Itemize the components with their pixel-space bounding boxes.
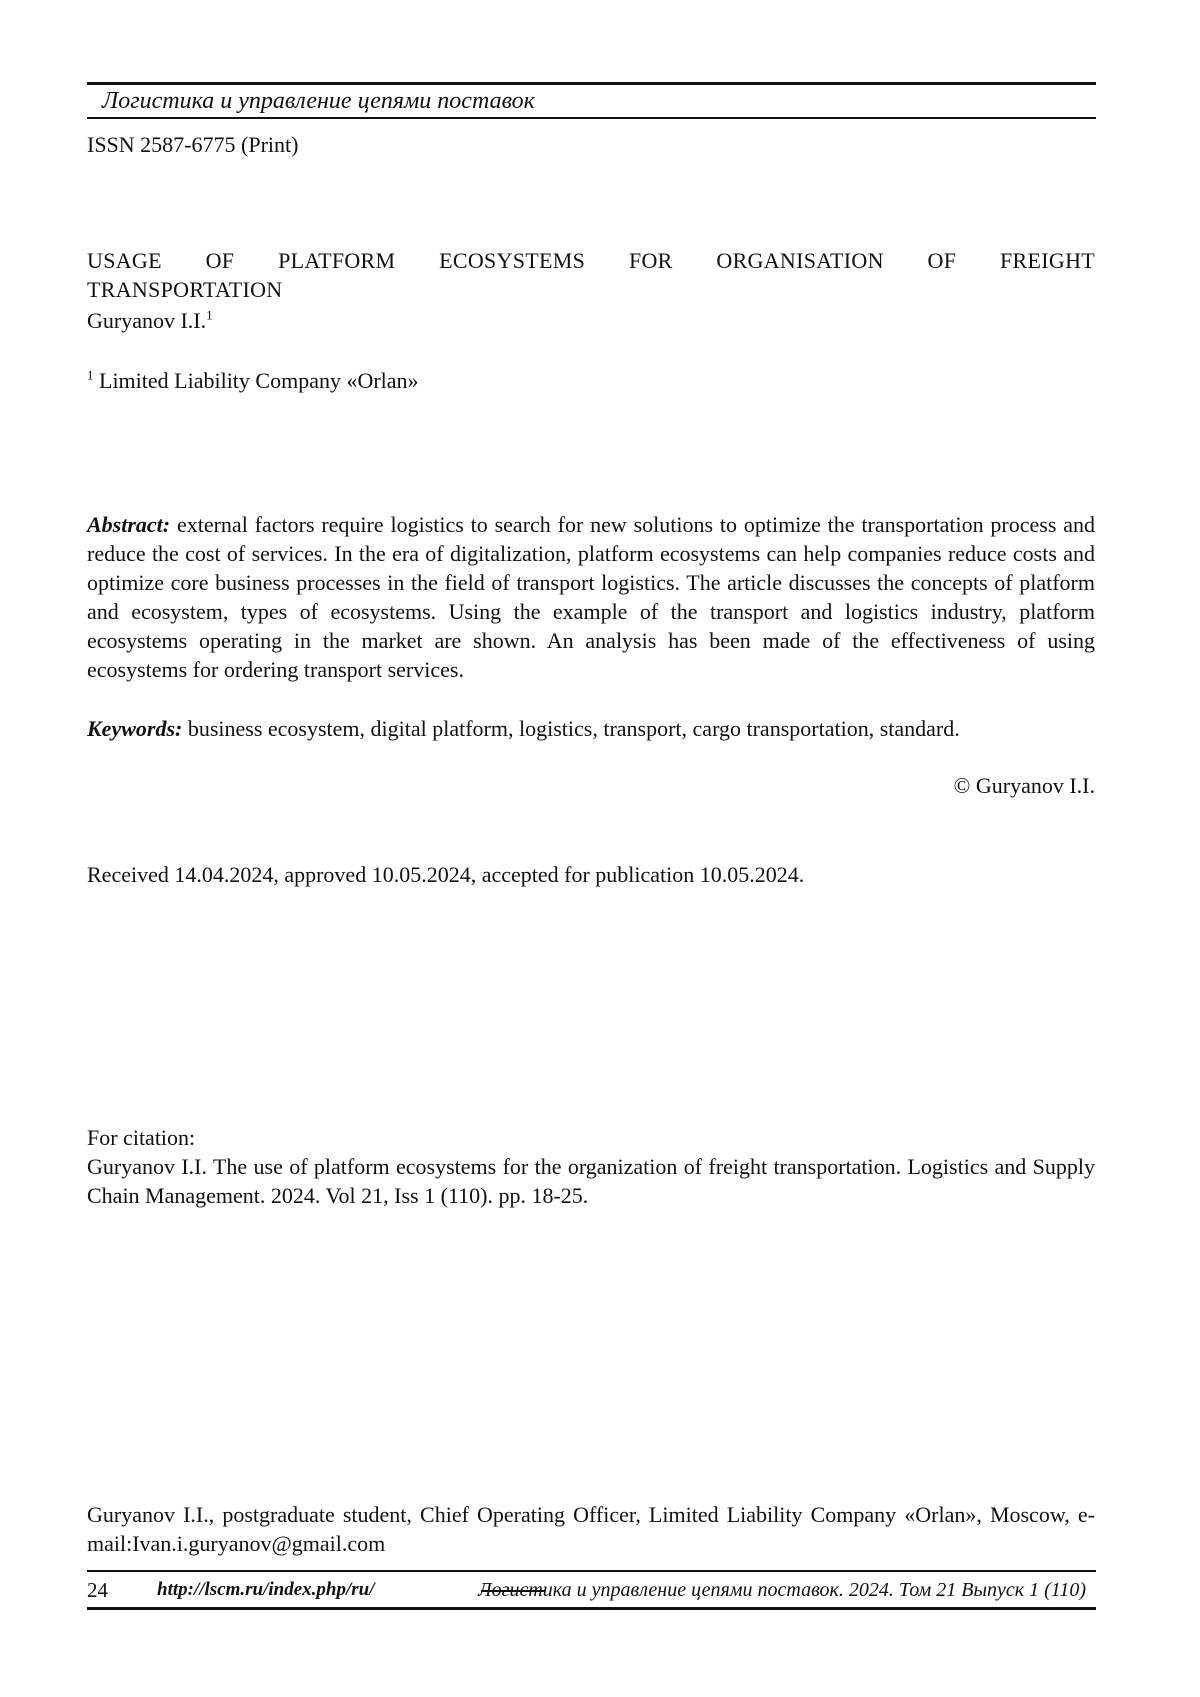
keywords-text: business ecosystem, digital platform, logistics, transport, cargo transportation, standard. (187, 716, 960, 741)
running-header-title: Логистика и управление цепями поставок (102, 88, 535, 114)
author-affiliation-mark: 1 (206, 307, 213, 323)
article-title-line-1: USAGE OF PLATFORM ECOSYSTEMS FOR ORGANISATION OF FREIGHT (87, 248, 1095, 273)
abstract (87, 510, 1095, 684)
abstract-text: external factors require logistics to search for new solutions to optimize the transportation process and reduce the cost of services. In the era of digitalization, platform ecosystems can help companies reduce costs and optimize core business processes in the field of transport logistics. The article discusses the concepts of platform and ecosystem, types of ecosystems. Using the example of the transport and logistics industry, platform ecosystems operating in the market are shown. An analysis has been made of the effectiveness of using ecosystems for ordering transport services. (87, 512, 1096, 682)
article-title (87, 246, 1095, 304)
author-info: Guryanov I.I., postgraduate student, Chief Operating Officer, Limited Liability Company «Orlan», Moscow, e-mail:Ivan.i.guryanov@gmail.com (87, 1502, 1095, 1556)
citation-text: Guryanov I.I. The use of platform ecosystems for the organization of freight transportation. Logistics and Supply Chain Management. 2024. Vol 21, Iss 1 (110). pp. 18-25. (87, 1154, 1095, 1208)
affiliation-mark: 1 (87, 367, 94, 383)
footer-top-rule (87, 1570, 1096, 1572)
footer-bottom-rule (87, 1607, 1096, 1610)
received-dates: Received 14.04.2024, approved 10.05.2024, accepted for publication 10.05.2024. (87, 862, 805, 887)
article-title-line-2: TRANSPORTATION (87, 277, 283, 302)
citation-label: For citation: (87, 1125, 196, 1150)
running-footer (87, 1575, 1096, 1605)
page-number: 24 (87, 1578, 108, 1602)
keywords (87, 714, 1095, 743)
issn: ISSN 2587-6775 (Print) (87, 132, 299, 157)
keywords-label: Keywords: (87, 716, 183, 741)
author-name: Guryanov I.I. (87, 308, 207, 333)
affiliation (87, 366, 1095, 395)
footer-url-link[interactable]: http://lscm.ru/index.php/ru/ (157, 1579, 375, 1600)
affiliation-name: Limited Liability Company «Orlan» (99, 368, 419, 393)
abstract-label: Abstract: (87, 512, 171, 537)
citation (87, 1123, 1095, 1210)
header-bottom-rule (87, 117, 1096, 119)
author-line (87, 306, 1095, 335)
header-top-rule (87, 82, 1096, 85)
copyright: © Guryanov I.I. (953, 773, 1095, 798)
footer-journal-info: Логистика и управление цепями поставок. 2024. Том 21 Выпуск 1 (110) (478, 1579, 1086, 1601)
